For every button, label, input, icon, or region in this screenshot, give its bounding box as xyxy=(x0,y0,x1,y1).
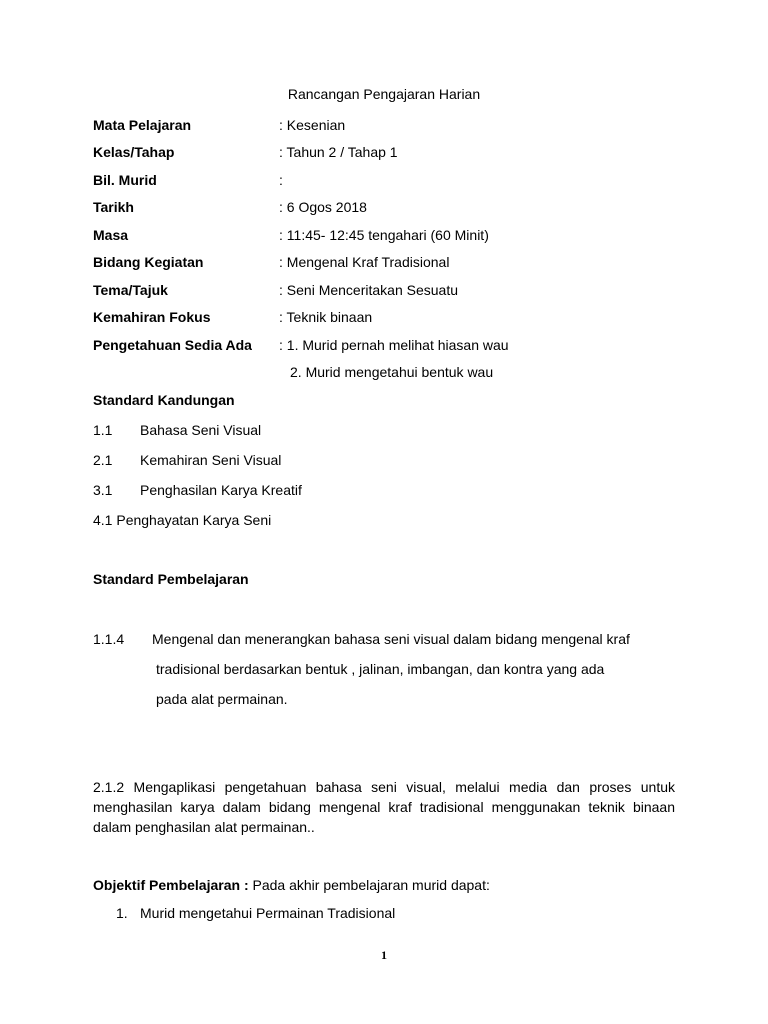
sk-item-4: 4.1 Penghayatan Karya Seni xyxy=(93,512,272,528)
sk-item-text: Kemahiran Seni Visual xyxy=(140,452,282,468)
sk-item-text: Bahasa Seni Visual xyxy=(140,422,262,438)
objektif-item-text: Murid mengetahui Permainan Tradisional xyxy=(140,905,396,921)
info-label-bidang-kegiatan: Bidang Kegiatan xyxy=(93,254,204,270)
sk-item-number: 2.1 xyxy=(93,452,113,468)
info-label-tema-tajuk: Tema/Tajuk xyxy=(93,282,168,298)
standard-pembelajaran-heading: Standard Pembelajaran xyxy=(93,571,249,587)
sp-1-line: pada alat permainan. xyxy=(156,691,288,707)
document-title: Rancangan Pengajaran Harian xyxy=(287,86,481,102)
objektif-text: Pada akhir pembelajaran murid dapat: xyxy=(248,877,490,893)
info-value-kemahiran-fokus: : Teknik binaan xyxy=(279,309,373,325)
info-value-bil-murid: : xyxy=(279,172,283,188)
info-label-kelas-tahap: Kelas/Tahap xyxy=(93,144,175,160)
sk-item-number: 3.1 xyxy=(93,482,113,498)
sp-1-line: Mengenal dan menerangkan bahasa seni visual dalam bidang mengenal kraf xyxy=(152,631,630,647)
page-number: 1 xyxy=(381,948,387,962)
info-label-bil-murid: Bil. Murid xyxy=(93,172,157,188)
info-value-pengetahuan-line2: 2. Murid mengetahui bentuk wau xyxy=(290,364,494,380)
info-value-mata-pelajaran: : Kesenian xyxy=(279,117,346,133)
info-value-pengetahuan-sedia-ada: : 1. Murid pernah melihat hiasan wau xyxy=(279,337,509,353)
info-value-tema-tajuk: : Seni Menceritakan Sesuatu xyxy=(279,282,458,298)
info-value-tarikh: : 6 Ogos 2018 xyxy=(279,199,367,215)
info-label-mata-pelajaran: Mata Pelajaran xyxy=(93,117,192,133)
info-value-kelas-tahap: : Tahun 2 / Tahap 1 xyxy=(279,144,398,160)
info-value-masa: : 11:45- 12:45 tengahari (60 Minit) xyxy=(279,227,489,243)
sk-item-number: 1.1 xyxy=(93,422,113,438)
sk-item-text: Penghasilan Karya Kreatif xyxy=(140,482,302,498)
objektif-item-number: 1. xyxy=(116,905,128,921)
info-label-tarikh: Tarikh xyxy=(93,199,134,215)
objektif-label: Objektif Pembelajaran : xyxy=(93,877,249,893)
sp-1-line: tradisional berdasarkan bentuk , jalinan, imbangan, dan kontra yang ada xyxy=(156,661,605,677)
standard-kandungan-heading: Standard Kandungan xyxy=(93,392,235,408)
info-value-bidang-kegiatan: : Mengenal Kraf Tradisional xyxy=(279,254,450,270)
sp-1-number: 1.1.4 xyxy=(93,631,125,647)
sp-2-paragraph: 2.1.2 Mengaplikasi pengetahuan bahasa seni visual, melalui media dan proses untuk menghasilan karya dalam bidang mengenal kraf tradisional menggunakan teknik binaan dalam penghasilan alat permainan.. xyxy=(93,779,675,835)
info-label-kemahiran-fokus: Kemahiran Fokus xyxy=(93,309,211,325)
objektif-line xyxy=(93,877,490,893)
info-label-pengetahuan-sedia-ada: Pengetahuan Sedia Ada xyxy=(93,337,252,353)
info-label-masa: Masa xyxy=(93,227,129,243)
